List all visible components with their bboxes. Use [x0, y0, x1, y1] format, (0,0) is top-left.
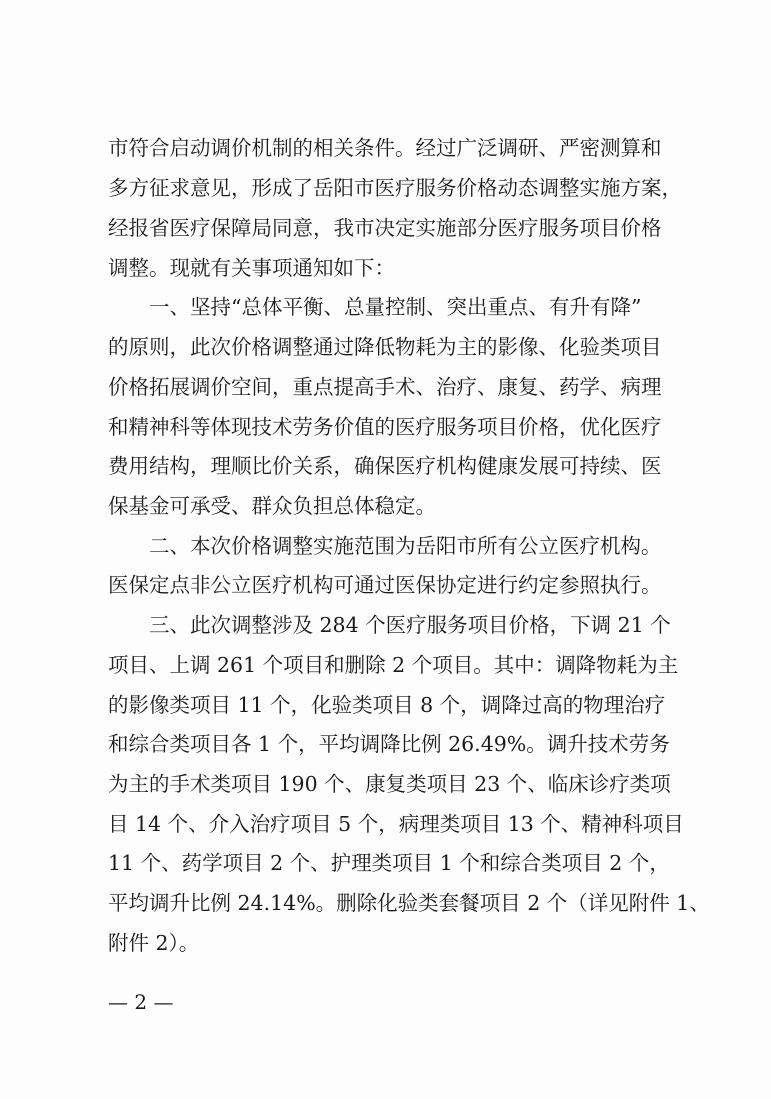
text-line: 11 个、药学项目 2 个、护理类项目 1 个和综合类项目 2 个，: [108, 851, 670, 875]
text-line: 费用结构，理顺比价关系，确保医疗机构健康发展可持续、医: [108, 454, 662, 478]
text-line: 和精神科等体现技术劳务价值的医疗服务项目价格，优化医疗: [108, 415, 662, 439]
text-line: 经报省医疗保障局同意，我市决定实施部分医疗服务项目价格: [108, 216, 662, 240]
text-line: 医保定点非公立医疗机构可通过医保协定进行约定参照执行。: [108, 573, 662, 597]
text-line: 保基金可承受、群众负担总体稳定。: [108, 494, 436, 518]
text-line: 和综合类项目各 1 个，平均调降比例 26.49%。调升技术劳务: [108, 732, 670, 756]
text-line: 一、坚持“总体平衡、总量控制、突出重点、有升有降”: [108, 295, 642, 319]
text-line: 平均调升比例 24.14%。删除化验类套餐项目 2 个（详见附件 1、: [108, 891, 710, 915]
text-line: 价格拓展调价空间，重点提高手术、治疗、康复、药学、病理: [108, 375, 662, 399]
text-line: 为主的手术类项目 190 个、康复类项目 23 个、临床诊疗类项: [108, 772, 671, 796]
page-number: — 2 —: [108, 990, 174, 1014]
text-line: 的原则，此次价格调整通过降低物耗为主的影像、化验类项目: [108, 335, 662, 359]
text-line: 多方征求意见，形成了岳阳市医疗服务价格动态调整实施方案，: [108, 176, 682, 200]
text-line: 附件 2）。: [108, 931, 200, 955]
text-line: 三、此次调整涉及 284 个医疗服务项目价格，下调 21 个: [108, 613, 671, 637]
text-line: 目 14 个、介入治疗项目 5 个，病理类项目 13 个、精神科项目: [108, 812, 684, 836]
text-line: 的影像类项目 11 个，化验类项目 8 个，调降过高的物理治疗: [108, 693, 666, 717]
text-line: 市符合启动调价机制的相关条件。经过广泛调研、严密测算和: [108, 136, 662, 160]
text-line: 项目、上调 261 个项目和删除 2 个项目。其中：调降物耗为主: [108, 653, 679, 677]
text-line: 二、本次价格调整实施范围为岳阳市所有公立医疗机构。: [108, 534, 662, 558]
text-line: 调整。现就有关事项通知如下：: [108, 256, 395, 280]
